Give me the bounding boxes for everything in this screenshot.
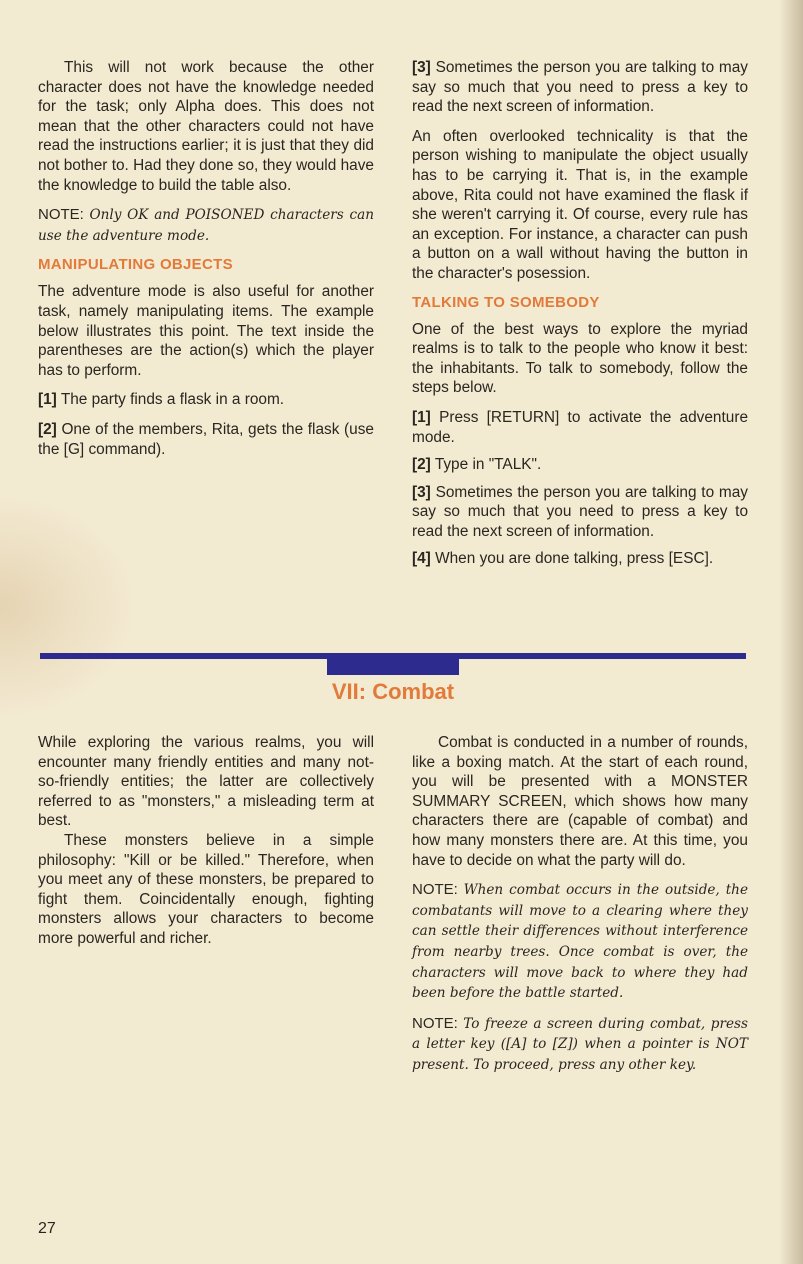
paragraph: Combat is conducted in a number of rounds, like a boxing match. At the start of each round, you will be presented with a MONSTER SUMMARY SCREEN, which shows how many characters there are (capable of combat) and how many monsters there are. At this time, you have to decide on what the party will do. <box>412 734 748 869</box>
step-text: Sometimes the person you are talking to may say so much that you need to press a key to read the next screen of information. <box>412 483 748 540</box>
step-number: [4] <box>412 550 431 568</box>
paragraph: These monsters believe in a simple philosophy: "Kill or be killed." Therefore, when you meet any of these monsters, be prepared to fight them. Coincidentally enough, fighting monsters allows your characters to become more powerful and richer. <box>38 831 374 947</box>
note-label: NOTE: <box>38 206 84 224</box>
step-text: Type in "TALK". <box>434 456 542 474</box>
step-text: Press [RETURN] to activate the adventure mode. <box>412 408 749 446</box>
upper-right-column <box>412 58 748 579</box>
paragraph: This will not work because the other character does not have the knowledge needed for the task; only Alpha does. This does not mean that the other characters could not have read the instructions earlier; it is just that they did not bother to. Had they done so, they would have the knowledge to build the table also. <box>38 59 374 194</box>
note-text: Only OK and POISONED characters can use the adventure mode. <box>38 207 374 244</box>
step-text: Sometimes the person you are talking to may say so much that you need to press a key to read the next screen of information. <box>412 59 748 116</box>
step-item <box>38 420 374 459</box>
step-text: When you are done talking, press [ESC]. <box>435 550 714 568</box>
page-number: 27 <box>38 1220 56 1237</box>
step-item <box>412 549 748 569</box>
paragraph: The adventure mode is also useful for another task, namely manipulating items. The example below illustrates this point. The text inside the parentheses are the action(s) which the player has to perform. <box>38 283 374 379</box>
step-item <box>412 483 748 542</box>
paragraph: While exploring the various realms, you will encounter many friendly entities and many not-so-friendly entities; the latter are collectively referred to as "monsters," a misleading term at best. <box>38 734 374 830</box>
step-item <box>412 408 748 447</box>
note-text: When combat occurs in the outside, the combatants will move to a clearing where they can settle their differences without interference from nearby trees. Once combat is over, the characters will move back to where they had been before the battle started. <box>412 882 748 1002</box>
note-text: To freeze a screen during combat, press a letter key ([A] to [Z]) when a pointer is NOT present. To proceed, press any other key. <box>412 1015 748 1073</box>
note <box>412 880 748 1004</box>
step-text: The party finds a flask in a room. <box>60 391 285 409</box>
upper-left-column <box>38 58 374 469</box>
note <box>412 1014 748 1076</box>
note-label: NOTE: <box>412 881 458 899</box>
step-number: [2] <box>412 456 431 474</box>
step-item <box>412 58 748 117</box>
paragraph: An often overlooked technicality is that the person wishing to manipulate the object usually has to be carrying it. That is, in the example above, Rita could not have examined the flask if she weren't carrying it. Of course, every rule has an exception. For instance, a character can push a button on a wall without having the button in the character's posession. <box>412 127 748 282</box>
step-item <box>412 455 748 475</box>
section-divider-tab <box>327 653 459 675</box>
section-title: VII: Combat <box>331 679 455 704</box>
lower-right-column <box>412 733 748 1086</box>
step-number: [1] <box>412 408 431 426</box>
step-number: [1] <box>38 391 57 409</box>
step-text: One of the members, Rita, gets the flask (use the [G] command). <box>38 420 374 458</box>
section-heading: TALKING TO SOMEBODY <box>412 293 600 311</box>
paragraph: One of the best ways to explore the myriad realms is to talk to the people who know it best: the inhabitants. To talk to somebody, follow the steps below. <box>412 320 748 397</box>
lower-left-column <box>38 733 374 959</box>
section-heading: MANIPULATING OBJECTS <box>38 256 233 274</box>
step-number: [3] <box>412 483 431 501</box>
step-item <box>38 390 374 410</box>
note-label: NOTE: <box>412 1014 458 1032</box>
note <box>38 205 374 246</box>
step-number: [2] <box>38 420 57 438</box>
step-number: [3] <box>412 59 431 76</box>
